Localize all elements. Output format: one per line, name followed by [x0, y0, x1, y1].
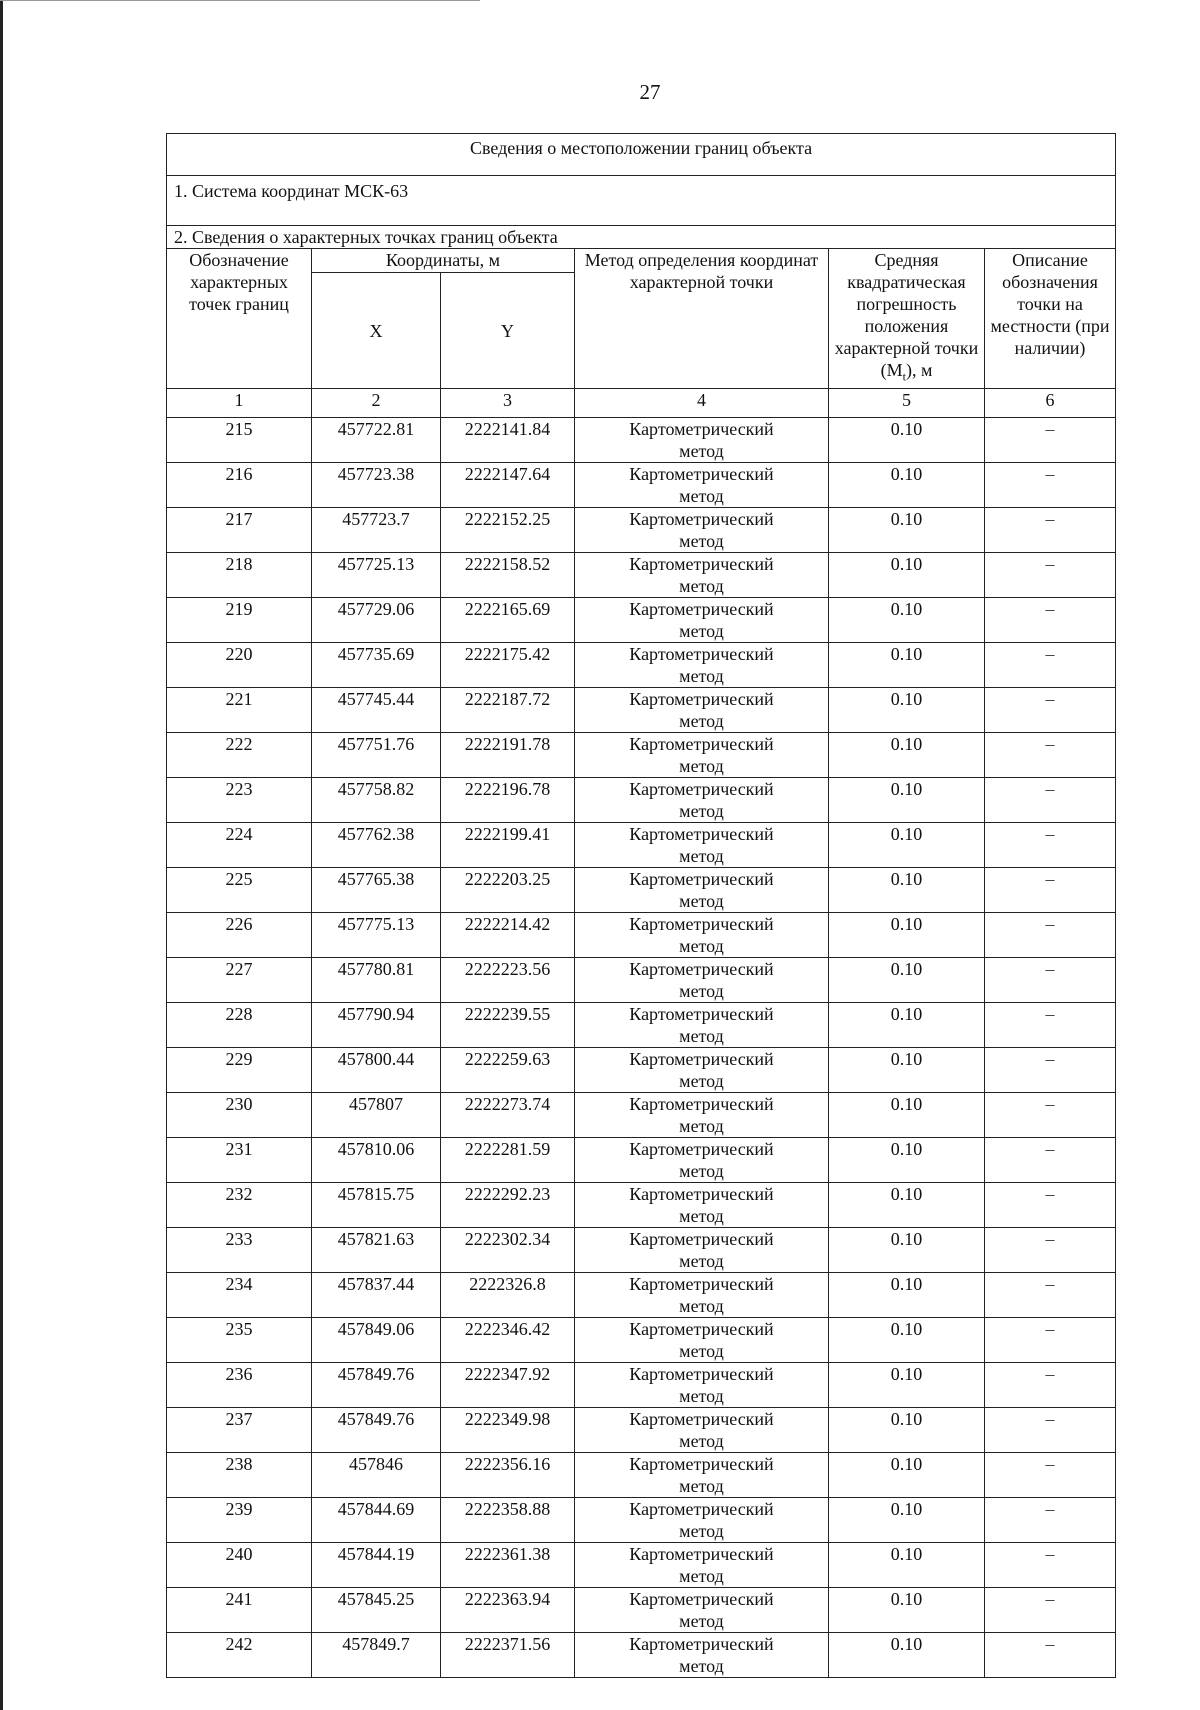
error-cell: 0.10: [829, 1453, 985, 1498]
desc-cell: –: [985, 1093, 1116, 1138]
method-cell: [575, 508, 829, 553]
method-cell: [575, 1003, 829, 1048]
point-cell: 220: [167, 643, 312, 688]
point-cell: 235: [167, 1318, 312, 1363]
error-cell: 0.10: [829, 1228, 985, 1273]
method-cell: [575, 1498, 829, 1543]
y-cell: 2222141.84: [441, 418, 575, 463]
desc-cell: –: [985, 733, 1116, 778]
y-cell: 2222147.64: [441, 463, 575, 508]
method-cell: [575, 643, 829, 688]
method-line: Картометрический: [629, 1364, 774, 1384]
error-cell: 0.10: [829, 643, 985, 688]
table-row: [167, 1318, 1116, 1363]
y-cell: 2222187.72: [441, 688, 575, 733]
method-cell: [575, 823, 829, 868]
error-cell: 0.10: [829, 1633, 985, 1678]
method-line: Картометрический: [629, 1589, 774, 1609]
column-number: 2: [312, 389, 441, 418]
method-line: метод: [679, 531, 724, 551]
table-row: [167, 1138, 1116, 1183]
y-cell: 2222239.55: [441, 1003, 575, 1048]
x-cell: 457758.82: [312, 778, 441, 823]
table-row: [167, 1498, 1116, 1543]
scan-edge-top: [0, 0, 480, 1]
y-cell: 2222281.59: [441, 1138, 575, 1183]
x-cell: 457751.76: [312, 733, 441, 778]
method-cell: [575, 1183, 829, 1228]
table-row: [167, 1633, 1116, 1678]
error-cell: 0.10: [829, 1318, 985, 1363]
x-cell: 457846: [312, 1453, 441, 1498]
table-row: [167, 418, 1116, 463]
error-cell: 0.10: [829, 1003, 985, 1048]
method-line: Картометрический: [629, 419, 774, 439]
point-cell: 226: [167, 913, 312, 958]
method-line: метод: [679, 756, 724, 776]
point-cell: 240: [167, 1543, 312, 1588]
method-cell: [575, 1228, 829, 1273]
table-row: [167, 1453, 1116, 1498]
point-cell: 233: [167, 1228, 312, 1273]
point-cell: 229: [167, 1048, 312, 1093]
desc-cell: –: [985, 688, 1116, 733]
x-cell: 457849.76: [312, 1363, 441, 1408]
method-cell: [575, 1543, 829, 1588]
x-cell: 457722.81: [312, 418, 441, 463]
error-cell: 0.10: [829, 598, 985, 643]
y-cell: 2222196.78: [441, 778, 575, 823]
desc-cell: –: [985, 1273, 1116, 1318]
method-line: Картометрический: [629, 464, 774, 484]
table-row: [167, 508, 1116, 553]
table-row: [167, 1363, 1116, 1408]
method-line: Картометрический: [629, 824, 774, 844]
x-cell: 457800.44: [312, 1048, 441, 1093]
table-row: [167, 823, 1116, 868]
point-cell: 219: [167, 598, 312, 643]
method-line: метод: [679, 1386, 724, 1406]
method-cell: [575, 688, 829, 733]
table-row: [167, 913, 1116, 958]
point-cell: 236: [167, 1363, 312, 1408]
table-title: Сведения о местоположении границ объекта: [167, 134, 1116, 176]
method-line: Картометрический: [629, 914, 774, 934]
method-line: метод: [679, 621, 724, 641]
point-cell: 237: [167, 1408, 312, 1453]
error-cell: 0.10: [829, 913, 985, 958]
desc-cell: –: [985, 508, 1116, 553]
method-line: метод: [679, 1431, 724, 1451]
table-row: [167, 1588, 1116, 1633]
x-cell: 457725.13: [312, 553, 441, 598]
method-cell: [575, 418, 829, 463]
method-line: метод: [679, 1026, 724, 1046]
method-line: Картометрический: [629, 1049, 774, 1069]
y-cell: 2222302.34: [441, 1228, 575, 1273]
point-cell: 216: [167, 463, 312, 508]
x-cell: 457762.38: [312, 823, 441, 868]
point-cell: 218: [167, 553, 312, 598]
error-cell: 0.10: [829, 1408, 985, 1453]
table-row: [167, 868, 1116, 913]
method-cell: [575, 733, 829, 778]
method-line: Картометрический: [629, 599, 774, 619]
method-line: Картометрический: [629, 644, 774, 664]
y-cell: 2222363.94: [441, 1588, 575, 1633]
method-line: Картометрический: [629, 1139, 774, 1159]
method-line: Картометрический: [629, 869, 774, 889]
method-line: Картометрический: [629, 1274, 774, 1294]
method-cell: [575, 1318, 829, 1363]
table-row: [167, 958, 1116, 1003]
y-cell: 2222356.16: [441, 1453, 575, 1498]
desc-cell: –: [985, 1048, 1116, 1093]
method-line: Картометрический: [629, 734, 774, 754]
x-cell: 457780.81: [312, 958, 441, 1003]
desc-cell: –: [985, 1183, 1116, 1228]
method-cell: [575, 1633, 829, 1678]
table-row: [167, 1543, 1116, 1588]
desc-cell: –: [985, 868, 1116, 913]
method-line: метод: [679, 891, 724, 911]
method-line: Картометрический: [629, 554, 774, 574]
y-cell: 2222259.63: [441, 1048, 575, 1093]
method-line: Картометрический: [629, 1094, 774, 1114]
x-cell: 457845.25: [312, 1588, 441, 1633]
method-cell: [575, 1273, 829, 1318]
error-cell: 0.10: [829, 418, 985, 463]
point-cell: 222: [167, 733, 312, 778]
table-row: [167, 1048, 1116, 1093]
x-cell: 457844.19: [312, 1543, 441, 1588]
point-cell: 225: [167, 868, 312, 913]
desc-cell: –: [985, 1003, 1116, 1048]
method-line: метод: [679, 711, 724, 731]
table-row: [167, 1228, 1116, 1273]
header-y: Y: [441, 273, 575, 389]
point-cell: 232: [167, 1183, 312, 1228]
x-cell: 457775.13: [312, 913, 441, 958]
header-point: Обозначение характерных точек границ: [167, 249, 312, 389]
error-cell: 0.10: [829, 868, 985, 913]
table-row: [167, 1093, 1116, 1138]
header-method: Метод определения координат характерной точки: [575, 249, 829, 389]
x-cell: 457849.76: [312, 1408, 441, 1453]
table-row: [167, 778, 1116, 823]
desc-cell: –: [985, 913, 1116, 958]
method-cell: [575, 1093, 829, 1138]
y-cell: 2222223.56: [441, 958, 575, 1003]
desc-cell: –: [985, 1138, 1116, 1183]
method-cell: [575, 1363, 829, 1408]
table-row: [167, 1003, 1116, 1048]
method-cell: [575, 778, 829, 823]
column-number: 6: [985, 389, 1116, 418]
column-number: 4: [575, 389, 829, 418]
method-line: метод: [679, 486, 724, 506]
desc-cell: –: [985, 1363, 1116, 1408]
table-row: [167, 463, 1116, 508]
header-error-text: Средняя квадратическая погрешность положения характерной точки $(M_t)$, м: [834, 250, 979, 384]
x-cell: 457729.06: [312, 598, 441, 643]
method-cell: [575, 958, 829, 1003]
y-cell: 2222152.25: [441, 508, 575, 553]
method-line: метод: [679, 936, 724, 956]
desc-cell: –: [985, 823, 1116, 868]
method-line: метод: [679, 1656, 724, 1676]
method-line: метод: [679, 1521, 724, 1541]
error-cell: 0.10: [829, 1588, 985, 1633]
point-cell: 238: [167, 1453, 312, 1498]
desc-cell: –: [985, 778, 1116, 823]
table-row: [167, 553, 1116, 598]
desc-cell: –: [985, 418, 1116, 463]
table-row: [167, 1273, 1116, 1318]
method-line: метод: [679, 1476, 724, 1496]
point-cell: 223: [167, 778, 312, 823]
column-number: 5: [829, 389, 985, 418]
method-line: Картометрический: [629, 779, 774, 799]
error-cell: 0.10: [829, 1093, 985, 1138]
method-line: метод: [679, 441, 724, 461]
point-cell: 241: [167, 1588, 312, 1633]
desc-cell: –: [985, 1543, 1116, 1588]
error-cell: 0.10: [829, 553, 985, 598]
header-desc: Описание обозначения точки на местности (при наличии): [985, 249, 1116, 389]
point-cell: 230: [167, 1093, 312, 1138]
y-cell: 2222165.69: [441, 598, 575, 643]
method-line: метод: [679, 1341, 724, 1361]
method-line: Картометрический: [629, 1544, 774, 1564]
x-cell: 457807: [312, 1093, 441, 1138]
method-cell: [575, 463, 829, 508]
desc-cell: –: [985, 1588, 1116, 1633]
method-line: метод: [679, 846, 724, 866]
method-line: Картометрический: [629, 509, 774, 529]
boundary-points-table: [166, 133, 1116, 1678]
desc-cell: –: [985, 1633, 1116, 1678]
method-line: метод: [679, 1206, 724, 1226]
point-cell: 239: [167, 1498, 312, 1543]
column-number: 3: [441, 389, 575, 418]
y-cell: 2222346.42: [441, 1318, 575, 1363]
method-line: Картометрический: [629, 1184, 774, 1204]
x-cell: 457790.94: [312, 1003, 441, 1048]
x-cell: 457723.7: [312, 508, 441, 553]
method-line: метод: [679, 1161, 724, 1181]
y-cell: 2222361.38: [441, 1543, 575, 1588]
error-cell: 0.10: [829, 1273, 985, 1318]
method-line: метод: [679, 576, 724, 596]
point-cell: 234: [167, 1273, 312, 1318]
method-cell: [575, 913, 829, 958]
desc-cell: –: [985, 553, 1116, 598]
table-row: [167, 598, 1116, 643]
error-cell: 0.10: [829, 1543, 985, 1588]
y-cell: 2222371.56: [441, 1633, 575, 1678]
x-cell: 457745.44: [312, 688, 441, 733]
method-line: метод: [679, 1566, 724, 1586]
method-line: Картометрический: [629, 1319, 774, 1339]
y-cell: 2222203.25: [441, 868, 575, 913]
x-cell: 457844.69: [312, 1498, 441, 1543]
scan-edge: [0, 0, 3, 1710]
error-cell: 0.10: [829, 733, 985, 778]
header-coords: Координаты, м: [312, 249, 575, 273]
method-cell: [575, 553, 829, 598]
y-cell: 2222191.78: [441, 733, 575, 778]
table-row: [167, 688, 1116, 733]
method-line: метод: [679, 801, 724, 821]
desc-cell: –: [985, 1453, 1116, 1498]
method-line: метод: [679, 1251, 724, 1271]
method-cell: [575, 868, 829, 913]
point-cell: 224: [167, 823, 312, 868]
x-cell: 457837.44: [312, 1273, 441, 1318]
y-cell: 2222292.23: [441, 1183, 575, 1228]
y-cell: 2222175.42: [441, 643, 575, 688]
error-cell: 0.10: [829, 958, 985, 1003]
desc-cell: –: [985, 1318, 1116, 1363]
y-cell: 2222349.98: [441, 1408, 575, 1453]
x-cell: 457849.06: [312, 1318, 441, 1363]
page-number: 27: [639, 80, 661, 104]
method-line: Картометрический: [629, 689, 774, 709]
table-row: [167, 643, 1116, 688]
x-cell: 457849.7: [312, 1633, 441, 1678]
section-title: 2. Сведения о характерных точках границ объекта: [167, 226, 1116, 249]
table-row: [167, 1408, 1116, 1453]
error-cell: 0.10: [829, 1183, 985, 1228]
method-cell: [575, 1048, 829, 1093]
error-cell: 0.10: [829, 778, 985, 823]
method-line: Картометрический: [629, 959, 774, 979]
y-cell: 2222273.74: [441, 1093, 575, 1138]
method-cell: [575, 1588, 829, 1633]
error-cell: 0.10: [829, 1498, 985, 1543]
point-cell: 231: [167, 1138, 312, 1183]
method-cell: [575, 1408, 829, 1453]
error-cell: 0.10: [829, 1363, 985, 1408]
method-line: метод: [679, 981, 724, 1001]
y-cell: 2222358.88: [441, 1498, 575, 1543]
method-line: Картометрический: [629, 1004, 774, 1024]
error-cell: 0.10: [829, 1138, 985, 1183]
coordinate-system: 1. Система координат МСК-63: [167, 176, 1116, 226]
x-cell: 457765.38: [312, 868, 441, 913]
point-cell: 215: [167, 418, 312, 463]
method-line: Картометрический: [629, 1229, 774, 1249]
y-cell: 2222347.92: [441, 1363, 575, 1408]
y-cell: 2222326.8: [441, 1273, 575, 1318]
desc-cell: –: [985, 1498, 1116, 1543]
column-number: 1: [167, 389, 312, 418]
method-line: метод: [679, 666, 724, 686]
error-cell: 0.10: [829, 1048, 985, 1093]
method-line: метод: [679, 1071, 724, 1091]
desc-cell: –: [985, 643, 1116, 688]
desc-cell: –: [985, 463, 1116, 508]
error-cell: 0.10: [829, 688, 985, 733]
point-cell: 221: [167, 688, 312, 733]
method-line: метод: [679, 1296, 724, 1316]
y-cell: 2222158.52: [441, 553, 575, 598]
method-line: метод: [679, 1116, 724, 1136]
point-cell: 227: [167, 958, 312, 1003]
error-cell: 0.10: [829, 508, 985, 553]
desc-cell: –: [985, 958, 1116, 1003]
method-line: Картометрический: [629, 1634, 774, 1654]
method-cell: [575, 1453, 829, 1498]
y-cell: 2222214.42: [441, 913, 575, 958]
y-cell: 2222199.41: [441, 823, 575, 868]
method-line: Картометрический: [629, 1454, 774, 1474]
table-row: [167, 733, 1116, 778]
method-line: Картометрический: [629, 1499, 774, 1519]
method-line: метод: [679, 1611, 724, 1631]
desc-cell: –: [985, 1228, 1116, 1273]
desc-cell: –: [985, 1408, 1116, 1453]
x-cell: 457815.75: [312, 1183, 441, 1228]
x-cell: 457810.06: [312, 1138, 441, 1183]
point-cell: 242: [167, 1633, 312, 1678]
point-cell: 217: [167, 508, 312, 553]
table-row: [167, 1183, 1116, 1228]
method-line: Картометрический: [629, 1409, 774, 1429]
method-cell: [575, 598, 829, 643]
error-cell: 0.10: [829, 463, 985, 508]
point-cell: 228: [167, 1003, 312, 1048]
x-cell: 457821.63: [312, 1228, 441, 1273]
header-x: X: [312, 273, 441, 389]
header-error: [829, 249, 985, 389]
method-cell: [575, 1138, 829, 1183]
x-cell: 457723.38: [312, 463, 441, 508]
error-cell: 0.10: [829, 823, 985, 868]
x-cell: 457735.69: [312, 643, 441, 688]
desc-cell: –: [985, 598, 1116, 643]
